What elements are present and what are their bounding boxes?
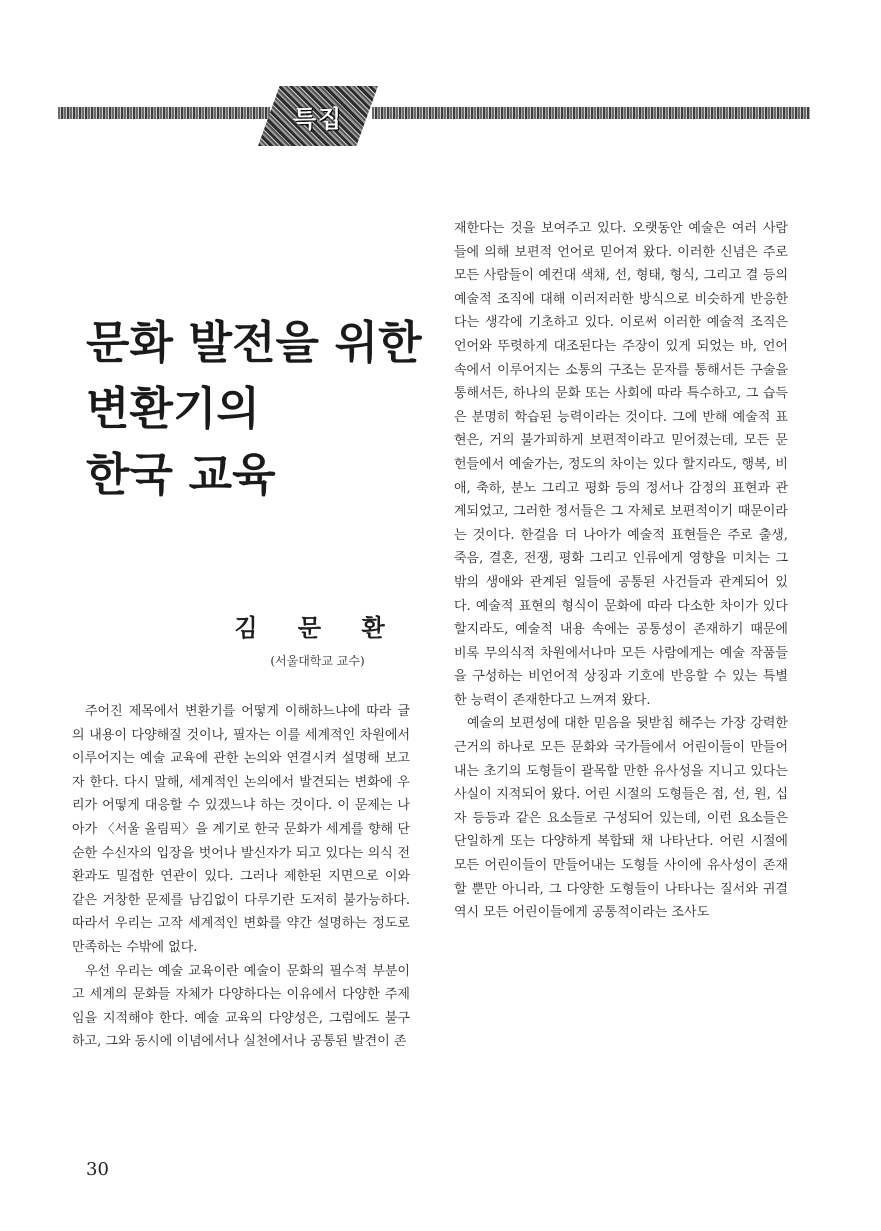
body-paragraph: 예술의 보편성에 대한 믿음을 뒷받침 해주는 가장 강력한 근거의 하나로 모든 문화와 국가들에서 어린이들이 만들어내는 초기의 도형들이 괄목할 만한 유사성을 지니고 있다는 사실이 지적되어 왔다. 어린 시절의 도형들은 점, 선, 원, 십자 등등과 같은 요소들로 구성되어 있는데, 이런 요소들은 단일하게 또는 다양하게 복합돼 채 나타난다. 어린 시절에 모든 어린이들이 만들어내는 도형들 사이에 유사성이 존재할 뿐만 아니라, 그 다양한 도형들이 나타나는 질서와 귀결 역시 모든 어린이들에게 공통적이라는 조사도 (454, 716, 788, 921)
author-affiliation: (서울대학교 교수) (270, 654, 365, 668)
section-badge: 특집 (292, 104, 344, 133)
article-title-line: 한국 교육 (86, 448, 276, 501)
header-decorative-band-left (58, 107, 270, 119)
body-column-left (72, 700, 410, 1054)
header-decorative-band-right (372, 107, 810, 119)
page-number: 30 (86, 1159, 109, 1180)
body-paragraph: 우선 우리는 예술 교육이란 예술이 문화의 필수적 부분이고 세계의 문화들 자체가 다양하다는 이유에서 다양한 주제임을 지적해야 한다. 예술 교육의 다양성은, 그럼에도 불구하고, 그와 동시에 이념에서나 실천에서나 공통된 발견이 존 (72, 963, 410, 1050)
author-name: 김 문 환 (234, 614, 401, 642)
article-title-line: 변환기의 (86, 382, 260, 435)
body-paragraph: 주어진 제목에서 변환기를 어떻게 이해하느냐에 따라 글의 내용이 다양해질 것이나, 필자는 이를 세계적인 차원에서 이루어지는 예술 교육에 관한 논의와 연결시켜 설명해 보고자 한다. 다시 말해, 세계적인 논의에서 발견되는 변화에 우리가 어떻게 대응할 수 있겠느냐 하는 것이다. 이 문제는 나아가 〈서울 올림픽〉을 계기로 한국 문화가 세계를 향해 단순한 수신자의 입장을 벗어나 발신자가 되고 있다는 의식 전환과도 밀접한 연관이 있다. 그러나 제한된 지면으로 이와 같은 거창한 문제를 남김없이 다루기란 도저히 불가능하다. 따라서 우리는 고작 세계적인 변화를 약간 설명하는 정도로 만족하는 수밖에 없다. (72, 704, 410, 955)
article-title (86, 310, 422, 508)
body-column-right (454, 217, 788, 925)
body-paragraph: 재한다는 것을 보여주고 있다. 오랫동안 예술은 여러 사람들에 의해 보편적 언어로 믿어져 왔다. 이러한 신념은 주로 모든 사람들이 예컨대 색채, 선, 형태, 형식, 그리고 결 등의 예술적 조직에 대해 이러저러한 방식으로 비슷하게 반응한다는 생각에 기초하고 있다. 이로써 이러한 예술적 조직은 언어와 뚜렷하게 대조된다는 주장이 있게 되었는 바, 언어 속에서 이루어지는 소통의 구조는 문자를 통해서든 구술을 통해서든, 하나의 문화 또는 사회에 따라 특수하고, 그 습득은 분명히 학습된 능력이라는 것이다. 그에 반해 예술적 표현은, 거의 불가피하게 보편적이라고 믿어졌는데, 모든 문헌들에서 예술가는, 정도의 차이는 있다 할지라도, 행복, 비애, 축하, 분노 그리고 평화 등의 정서나 감정의 표현과 관계되었고, 그러한 정서들은 그 자체로 보편적이기 때문이라는 것이다. 한걸음 더 나아가 예술적 표현들은 주로 출생, 죽음, 결혼, 전쟁, 평화 그리고 인류에게 영향을 미치는 그밖의 생애와 관계된 일들에 공통된 사건들과 관계되어 있다. 예술적 표현의 형식이 문화에 따라 다소한 차이가 있다 할지라도, 예술적 내용 속에는 공통성이 존재하기 때문에 비록 무의식적 차원에서나마 모든 사람에게는 예술 작품들을 구성하는 비언어적 상징과 기호에 반응할 수 있는 특별한 능력이 존재한다고 느껴져 왔다. (454, 221, 788, 708)
article-title-line: 문화 발전을 위한 (86, 316, 422, 369)
